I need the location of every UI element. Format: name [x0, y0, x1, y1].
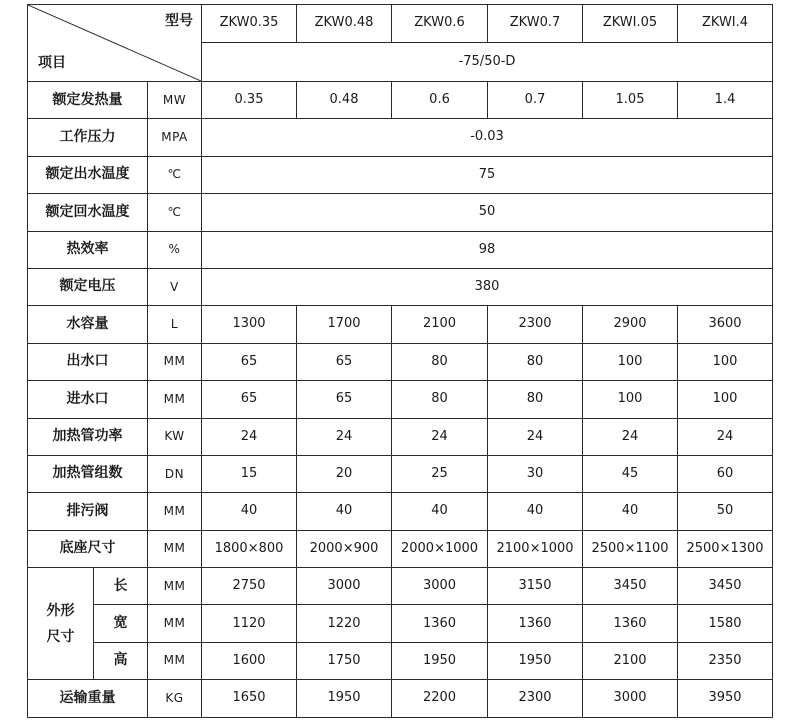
- dimension-row: [28, 642, 773, 679]
- row-unit: ℃: [148, 194, 202, 231]
- row-value: 0.48: [297, 82, 392, 119]
- row-merged-value: -0.03: [202, 119, 773, 156]
- weight-unit: KG: [148, 680, 202, 717]
- row-value: 0.6: [392, 82, 488, 119]
- dimension-value: 1950: [488, 642, 583, 679]
- dimension-label: 高: [94, 642, 148, 679]
- model-header-2: ZKW0.48: [297, 5, 392, 43]
- row-value: 3600: [678, 306, 773, 343]
- row-value: 40: [202, 493, 297, 530]
- spec-row: [28, 231, 773, 268]
- row-value: 2000×1000: [392, 530, 488, 567]
- row-label: 额定电压: [28, 268, 148, 305]
- row-label: 额定回水温度: [28, 194, 148, 231]
- row-value: 30: [488, 455, 583, 492]
- row-value: 65: [297, 381, 392, 418]
- row-unit: DN: [148, 455, 202, 492]
- weight-value: 1650: [202, 680, 297, 717]
- row-value: 80: [392, 343, 488, 380]
- row-value: 50: [678, 493, 773, 530]
- row-label: 底座尺寸: [28, 530, 148, 567]
- dimension-row: [28, 605, 773, 642]
- row-value: 1.4: [678, 82, 773, 119]
- row-value: 2000×900: [297, 530, 392, 567]
- row-value: 15: [202, 455, 297, 492]
- row-value: 2900: [583, 306, 678, 343]
- row-unit: V: [148, 268, 202, 305]
- dimension-value: 1950: [392, 642, 488, 679]
- row-value: 2500×1300: [678, 530, 773, 567]
- row-label: 水容量: [28, 306, 148, 343]
- dimension-value: 1600: [202, 642, 297, 679]
- row-value: 80: [488, 343, 583, 380]
- row-value: 65: [297, 343, 392, 380]
- item-label: 项目: [38, 54, 66, 71]
- row-value: 1800×800: [202, 530, 297, 567]
- dimension-value: 1360: [488, 605, 583, 642]
- row-unit: MM: [148, 381, 202, 418]
- dimension-label: 长: [94, 568, 148, 605]
- model-label: 型号: [165, 13, 194, 29]
- row-label: 额定出水温度: [28, 156, 148, 193]
- row-merged-value: 50: [202, 194, 773, 231]
- row-value: 0.35: [202, 82, 297, 119]
- dimension-value: 1360: [583, 605, 678, 642]
- row-value: 2100×1000: [488, 530, 583, 567]
- model-header-5: ZKWI.05: [583, 5, 678, 43]
- row-unit: %: [148, 231, 202, 268]
- spec-row: [28, 82, 773, 119]
- spec-row: [28, 268, 773, 305]
- dimension-value: 3000: [297, 568, 392, 605]
- row-merged-value: 75: [202, 156, 773, 193]
- dimension-value: 2350: [678, 642, 773, 679]
- row-value: 80: [488, 381, 583, 418]
- dimension-unit: MM: [148, 642, 202, 679]
- weight-value: 2200: [392, 680, 488, 717]
- row-value: 100: [583, 381, 678, 418]
- row-label: 额定发热量: [28, 82, 148, 119]
- row-value: 24: [678, 418, 773, 455]
- row-label: 热效率: [28, 231, 148, 268]
- weight-value: 3950: [678, 680, 773, 717]
- dimension-group-cell: [28, 568, 94, 680]
- row-value: 65: [202, 343, 297, 380]
- row-value: 80: [392, 381, 488, 418]
- dimension-label: 宽: [94, 605, 148, 642]
- dimension-value: 2750: [202, 568, 297, 605]
- row-value: 1700: [297, 306, 392, 343]
- dimension-value: 2100: [583, 642, 678, 679]
- dimension-unit: MM: [148, 605, 202, 642]
- row-value: 40: [297, 493, 392, 530]
- row-value: 1.05: [583, 82, 678, 119]
- row-merged-value: 380: [202, 268, 773, 305]
- row-unit: MM: [148, 493, 202, 530]
- dimension-row: [28, 568, 773, 605]
- spec-row: [28, 381, 773, 418]
- row-value: 45: [583, 455, 678, 492]
- spec-row: [28, 343, 773, 380]
- row-value: 0.7: [488, 82, 583, 119]
- row-value: 40: [583, 493, 678, 530]
- header-row-models: [28, 5, 773, 43]
- row-value: 2300: [488, 306, 583, 343]
- dimension-group-label: 外形尺寸: [46, 602, 75, 645]
- row-value: 1300: [202, 306, 297, 343]
- row-value: 24: [202, 418, 297, 455]
- row-label: 加热管功率: [28, 418, 148, 455]
- dimension-value: 3450: [583, 568, 678, 605]
- row-value: 100: [678, 381, 773, 418]
- row-value: 25: [392, 455, 488, 492]
- row-value: 60: [678, 455, 773, 492]
- row-value: 2500×1100: [583, 530, 678, 567]
- weight-value: 2300: [488, 680, 583, 717]
- dimension-value: 3450: [678, 568, 773, 605]
- row-value: 24: [583, 418, 678, 455]
- row-label: 进水口: [28, 381, 148, 418]
- weight-row: [28, 680, 773, 717]
- row-unit: KW: [148, 418, 202, 455]
- row-value: 24: [392, 418, 488, 455]
- model-header-4: ZKW0.7: [488, 5, 583, 43]
- spec-row: [28, 455, 773, 492]
- spec-row: [28, 306, 773, 343]
- row-value: 40: [392, 493, 488, 530]
- dimension-value: 1220: [297, 605, 392, 642]
- weight-label: 运输重量: [28, 680, 148, 717]
- weight-value: 3000: [583, 680, 678, 717]
- model-header-3: ZKW0.6: [392, 5, 488, 43]
- row-value: 100: [583, 343, 678, 380]
- dimension-value: 1750: [297, 642, 392, 679]
- row-label: 出水口: [28, 343, 148, 380]
- spec-row: [28, 418, 773, 455]
- row-merged-value: 98: [202, 231, 773, 268]
- spec-row: [28, 119, 773, 156]
- dimension-value: 3150: [488, 568, 583, 605]
- dimension-value: 1120: [202, 605, 297, 642]
- row-value: 40: [488, 493, 583, 530]
- row-label: 排污阀: [28, 493, 148, 530]
- row-value: 65: [202, 381, 297, 418]
- row-label: 加热管组数: [28, 455, 148, 492]
- row-value: 100: [678, 343, 773, 380]
- row-value: 24: [297, 418, 392, 455]
- spec-row: [28, 194, 773, 231]
- dimension-value: 1580: [678, 605, 773, 642]
- row-unit: MPA: [148, 119, 202, 156]
- spec-row: [28, 156, 773, 193]
- row-unit: MM: [148, 530, 202, 567]
- row-value: 24: [488, 418, 583, 455]
- spec-table: [27, 4, 773, 718]
- dimension-value: 3000: [392, 568, 488, 605]
- row-unit: MM: [148, 343, 202, 380]
- model-header-6: ZKWI.4: [678, 5, 773, 43]
- row-unit: ℃: [148, 156, 202, 193]
- header-corner-cell: [28, 5, 202, 82]
- model-suffix-cell: -75/50-D: [202, 43, 773, 82]
- dimension-value: 1360: [392, 605, 488, 642]
- row-unit: MW: [148, 82, 202, 119]
- row-value: 20: [297, 455, 392, 492]
- weight-value: 1950: [297, 680, 392, 717]
- model-header-1: ZKW0.35: [202, 5, 297, 43]
- row-label: 工作压力: [28, 119, 148, 156]
- spec-row: [28, 530, 773, 567]
- spec-row: [28, 493, 773, 530]
- row-value: 2100: [392, 306, 488, 343]
- row-unit: L: [148, 306, 202, 343]
- dimension-unit: MM: [148, 568, 202, 605]
